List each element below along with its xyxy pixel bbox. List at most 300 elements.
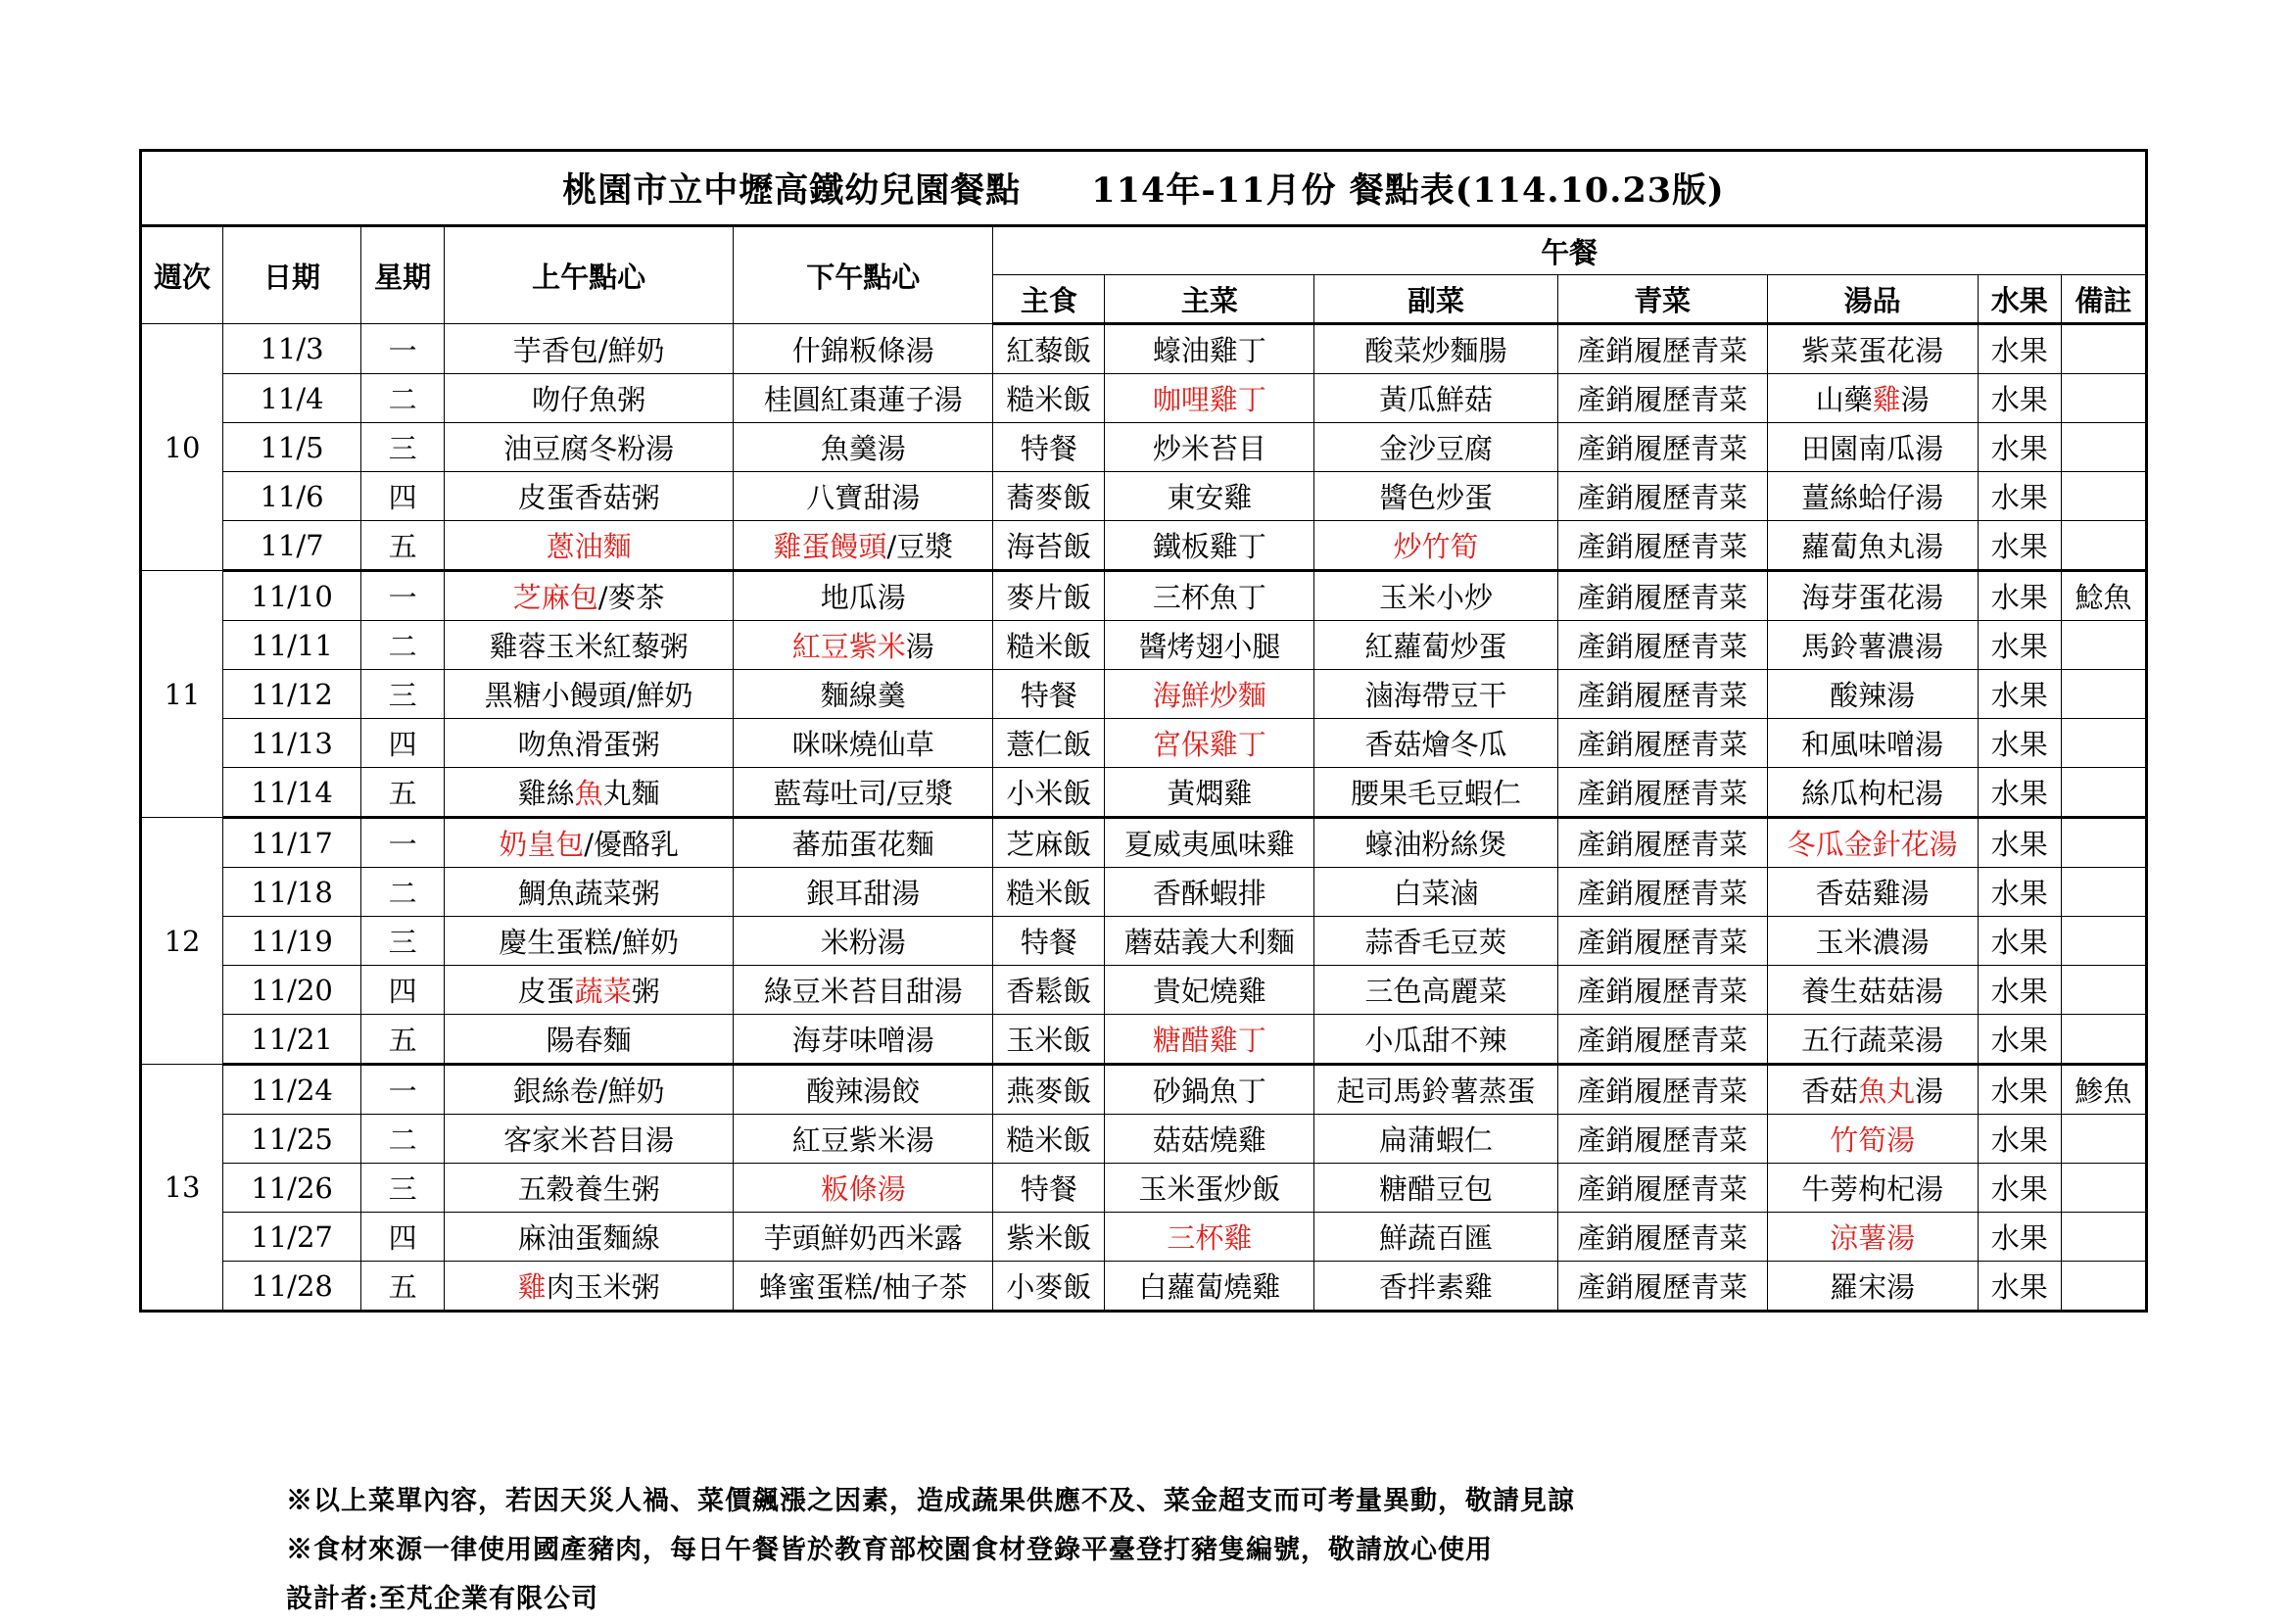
cell-text: 特餐 — [1020, 679, 1077, 712]
cell-text: 山藥 — [1815, 383, 1873, 416]
soup-cell — [1767, 670, 1978, 719]
cell-text: 小麥飯 — [1006, 1270, 1092, 1304]
pm-snack-cell — [734, 472, 993, 521]
vegetable-cell — [1557, 1164, 1767, 1213]
pm-snack-cell — [734, 324, 993, 374]
note-cell — [2061, 1115, 2146, 1164]
main-dish-cell — [1105, 1262, 1314, 1312]
pm-snack-cell — [734, 1262, 993, 1312]
fruit-cell — [1978, 719, 2061, 768]
weekday-cell: 一 — [361, 1065, 445, 1115]
cell-text: 吻仔魚粥 — [532, 383, 646, 416]
side-dish-cell — [1314, 966, 1557, 1015]
vegetable-cell — [1557, 521, 1767, 571]
fruit-cell — [1978, 1164, 2061, 1213]
weekday-cell: 五 — [361, 768, 445, 818]
fruit-cell — [1978, 571, 2061, 621]
cell-text: 產銷履歷青菜 — [1577, 777, 1748, 810]
soup-cell — [1767, 1164, 1978, 1213]
fruit-cell — [1978, 324, 2061, 374]
cell-text: 糙米飯 — [1006, 877, 1092, 910]
cell-text: 水果 — [1990, 530, 2048, 563]
date-cell: 11/17 — [223, 818, 361, 868]
cell-text: 雞絲 — [517, 777, 575, 810]
soup-cell — [1767, 1115, 1978, 1164]
side-dish-cell — [1314, 521, 1557, 571]
cell-text: 粥 — [631, 975, 660, 1008]
cell-text: 酸辣湯餃 — [806, 1075, 921, 1108]
weekday-cell: 二 — [361, 621, 445, 670]
note-cell — [2061, 719, 2146, 768]
cell-text: 夏威夷風味雞 — [1123, 828, 1295, 861]
soup-cell — [1767, 966, 1978, 1015]
cell-text: 香拌素雞 — [1378, 1270, 1493, 1304]
staple-cell — [993, 521, 1105, 571]
table-row — [141, 917, 2147, 966]
pm-snack-cell — [734, 521, 993, 571]
cell-text: 皮蛋 — [517, 975, 575, 1008]
week-number-cell: 12 — [141, 818, 223, 1065]
cell-text: 藍莓吐司/豆漿 — [773, 777, 954, 810]
am-snack-cell — [445, 1115, 734, 1164]
cell-text: 三色高麗菜 — [1364, 975, 1507, 1008]
table-row — [141, 1213, 2147, 1262]
note-cell — [2061, 521, 2146, 571]
cell-text: 水果 — [1990, 926, 2048, 959]
cell-text: 水果 — [1990, 679, 2048, 712]
date-cell: 11/21 — [223, 1015, 361, 1065]
cell-text: 蕎麥飯 — [1006, 481, 1092, 514]
fruit-cell — [1978, 868, 2061, 917]
side-dish-cell — [1314, 472, 1557, 521]
cell-text: 水果 — [1990, 975, 2048, 1008]
table-row — [141, 472, 2147, 521]
pm-snack-cell — [734, 423, 993, 472]
side-dish-cell — [1314, 1164, 1557, 1213]
pm-snack-cell — [734, 966, 993, 1015]
staple-cell — [993, 423, 1105, 472]
header-main-dish: 主菜 — [1105, 275, 1314, 324]
vegetable-cell — [1557, 768, 1767, 818]
vegetable-cell — [1557, 719, 1767, 768]
cell-text: 涼薯湯 — [1830, 1221, 1916, 1255]
side-dish-cell — [1314, 621, 1557, 670]
cell-text: 特餐 — [1020, 1172, 1077, 1206]
week-number-cell: 13 — [141, 1065, 223, 1312]
date-cell: 11/25 — [223, 1115, 361, 1164]
cell-text: 奶皇包 — [499, 828, 585, 861]
main-dish-cell — [1105, 917, 1314, 966]
weekday-cell: 五 — [361, 1262, 445, 1312]
date-cell: 11/20 — [223, 966, 361, 1015]
cell-text: 滷海帶豆干 — [1364, 679, 1507, 712]
cell-text: 竹筍湯 — [1830, 1123, 1916, 1157]
weekday-cell: 二 — [361, 868, 445, 917]
header-am-snack: 上午點心 — [445, 226, 734, 324]
cell-text: 產銷履歷青菜 — [1577, 530, 1748, 563]
main-dish-cell — [1105, 768, 1314, 818]
soup-cell — [1767, 917, 1978, 966]
cell-text: 糖醋豆包 — [1378, 1172, 1493, 1206]
cell-text: 金沙豆腐 — [1378, 432, 1493, 465]
staple-cell — [993, 917, 1105, 966]
main-dish-cell — [1105, 1015, 1314, 1065]
am-snack-cell — [445, 917, 734, 966]
cell-text: 產銷履歷青菜 — [1577, 1172, 1748, 1206]
cell-text: 香鬆飯 — [1006, 975, 1092, 1008]
cell-text: 糙米飯 — [1006, 1123, 1092, 1157]
cell-text: 小瓜甜不辣 — [1364, 1024, 1507, 1057]
table-row — [141, 966, 2147, 1015]
am-snack-cell — [445, 621, 734, 670]
footnotes — [286, 1477, 2290, 1624]
side-dish-cell — [1314, 917, 1557, 966]
weekday-cell: 一 — [361, 818, 445, 868]
main-dish-cell — [1105, 1213, 1314, 1262]
pm-snack-cell — [734, 917, 993, 966]
date-cell: 11/13 — [223, 719, 361, 768]
cell-text: 魚 — [574, 777, 603, 810]
vegetable-cell — [1557, 868, 1767, 917]
cell-text: 水果 — [1990, 1221, 2048, 1255]
cell-text: 水果 — [1990, 1075, 2048, 1108]
cell-text: 芝麻包 — [512, 581, 598, 614]
cell-text: 蘑菇義大利麵 — [1123, 926, 1295, 959]
table-row — [141, 1015, 2147, 1065]
cell-text: 水果 — [1990, 1123, 2048, 1157]
soup-cell — [1767, 621, 1978, 670]
cell-text: 特餐 — [1020, 926, 1077, 959]
vegetable-cell — [1557, 966, 1767, 1015]
am-snack-cell — [445, 1015, 734, 1065]
main-dish-cell — [1105, 670, 1314, 719]
soup-cell — [1767, 1065, 1978, 1115]
vegetable-cell — [1557, 917, 1767, 966]
side-dish-cell — [1314, 768, 1557, 818]
cell-text: 水果 — [1990, 481, 2048, 514]
cell-text: 紅蘿蔔炒蛋 — [1364, 630, 1507, 663]
pm-snack-cell — [734, 621, 993, 670]
main-dish-cell — [1105, 521, 1314, 571]
cell-text: 冬瓜金針花湯 — [1787, 828, 1958, 861]
header-week: 週次 — [141, 226, 223, 324]
main-dish-cell — [1105, 1115, 1314, 1164]
vegetable-cell — [1557, 324, 1767, 374]
cell-text: 黑糖小饅頭/鮮奶 — [484, 679, 693, 712]
cell-text: 起司馬鈴薯蒸蛋 — [1336, 1075, 1536, 1108]
cell-text: 宮保雞丁 — [1152, 728, 1266, 761]
cell-text: 陽春麵 — [546, 1024, 632, 1057]
am-snack-cell — [445, 571, 734, 621]
note-cell — [2061, 1213, 2146, 1262]
cell-text: 薑絲蛤仔湯 — [1801, 481, 1944, 514]
fruit-cell — [1978, 374, 2061, 423]
fruit-cell — [1978, 423, 2061, 472]
cell-text: 產銷履歷青菜 — [1577, 334, 1748, 367]
cell-text: 客家米苔目湯 — [503, 1123, 675, 1157]
pm-snack-cell — [734, 374, 993, 423]
pm-snack-cell — [734, 768, 993, 818]
table-row — [141, 868, 2147, 917]
cell-text: 水果 — [1990, 630, 2048, 663]
staple-cell — [993, 768, 1105, 818]
staple-cell — [993, 868, 1105, 917]
cell-text: 絲瓜枸杞湯 — [1801, 777, 1944, 810]
fruit-cell — [1978, 1115, 2061, 1164]
cell-text: 海苔飯 — [1006, 530, 1092, 563]
table-row — [141, 621, 2147, 670]
soup-cell — [1767, 818, 1978, 868]
date-cell: 11/18 — [223, 868, 361, 917]
cell-text: 丸麵 — [602, 777, 660, 810]
main-dish-cell — [1105, 719, 1314, 768]
main-dish-cell — [1105, 324, 1314, 374]
cell-text: 什錦粄條湯 — [791, 333, 934, 367]
cell-text: 水果 — [1990, 728, 2048, 761]
note-cell — [2061, 1164, 2146, 1213]
date-cell: 11/19 — [223, 917, 361, 966]
cell-text: 湯 — [1915, 1075, 1944, 1108]
staple-cell — [993, 670, 1105, 719]
table-row — [141, 1262, 2147, 1312]
cell-text: 東安雞 — [1167, 481, 1253, 514]
table-row — [141, 423, 2147, 472]
side-dish-cell — [1314, 1213, 1557, 1262]
menu-table — [139, 149, 2148, 1313]
date-cell: 11/7 — [223, 521, 361, 571]
date-cell: 11/24 — [223, 1065, 361, 1115]
cell-text: 炒竹筍 — [1393, 530, 1479, 563]
cell-text: 皮蛋香菇粥 — [517, 481, 660, 514]
weekday-cell: 四 — [361, 472, 445, 521]
table-row — [141, 324, 2147, 374]
weekday-cell: 三 — [361, 670, 445, 719]
cell-text: 芋頭鮮奶西米露 — [763, 1221, 963, 1255]
cell-text: 水果 — [1990, 334, 2048, 367]
cell-text: 水果 — [1990, 1270, 2048, 1304]
cell-text: 產銷履歷青菜 — [1577, 728, 1748, 761]
vegetable-cell — [1557, 374, 1767, 423]
cell-text: 酸辣湯 — [1830, 679, 1916, 712]
soup-cell — [1767, 719, 1978, 768]
vegetable-cell — [1557, 621, 1767, 670]
cell-text: 慶生蛋糕/鮮奶 — [499, 926, 680, 959]
cell-text: 水果 — [1990, 777, 2048, 810]
vegetable-cell — [1557, 1065, 1767, 1115]
pm-snack-cell — [734, 1213, 993, 1262]
vegetable-cell — [1557, 1262, 1767, 1312]
cell-text: 蜂蜜蛋糕/柚子茶 — [758, 1270, 968, 1304]
cell-text: 香菇雞湯 — [1815, 877, 1930, 910]
note-cell — [2061, 917, 2146, 966]
table-row — [141, 818, 2147, 868]
main-dish-cell — [1105, 1065, 1314, 1115]
fruit-cell — [1978, 768, 2061, 818]
soup-cell — [1767, 768, 1978, 818]
soup-cell — [1767, 1213, 1978, 1262]
pm-snack-cell — [734, 1164, 993, 1213]
cell-text: 醬色炒蛋 — [1378, 481, 1493, 514]
cell-text: 芋香包/鮮奶 — [512, 333, 665, 367]
cell-text: 銀絲卷/鮮奶 — [512, 1075, 665, 1108]
vegetable-cell — [1557, 670, 1767, 719]
cell-text: 三杯雞 — [1167, 1221, 1253, 1255]
cell-text: 銀耳甜湯 — [806, 877, 921, 910]
cell-text: 蠔油雞丁 — [1152, 334, 1266, 367]
main-dish-cell — [1105, 1164, 1314, 1213]
note-cell — [2061, 670, 2146, 719]
soup-cell — [1767, 1015, 1978, 1065]
header-soup: 湯品 — [1767, 275, 1978, 324]
vegetable-cell — [1557, 1213, 1767, 1262]
cell-text: /豆漿 — [886, 530, 954, 563]
cell-text: 牛蒡枸杞湯 — [1801, 1172, 1944, 1206]
fruit-cell — [1978, 1213, 2061, 1262]
cell-text: 雞蛋饅頭 — [773, 530, 887, 563]
weekday-cell: 三 — [361, 423, 445, 472]
pm-snack-cell — [734, 1015, 993, 1065]
cell-text: 綠豆米苔目甜湯 — [763, 975, 963, 1008]
cell-text: 產銷履歷青菜 — [1577, 975, 1748, 1008]
cell-text: 薏仁飯 — [1006, 728, 1092, 761]
am-snack-cell — [445, 1065, 734, 1115]
cell-text: 水果 — [1990, 383, 2048, 416]
fruit-cell — [1978, 670, 2061, 719]
table-row — [141, 521, 2147, 571]
staple-cell — [993, 472, 1105, 521]
cell-text: 紅藜飯 — [1006, 334, 1092, 367]
cell-text: 香酥蝦排 — [1152, 877, 1266, 910]
cell-text: 油豆腐冬粉湯 — [503, 432, 675, 465]
cell-text: 麻油蛋麵線 — [517, 1221, 660, 1255]
soup-cell — [1767, 423, 1978, 472]
am-snack-cell — [445, 966, 734, 1015]
weekday-cell: 三 — [361, 917, 445, 966]
cell-text: 紅豆紫米湯 — [791, 1123, 934, 1157]
note-cell — [2061, 966, 2146, 1015]
cell-text: 貴妃燒雞 — [1152, 975, 1266, 1008]
header-date: 日期 — [223, 226, 361, 324]
cell-text: 馬鈴薯濃湯 — [1801, 630, 1944, 663]
table-row — [141, 719, 2147, 768]
note-cell — [2061, 324, 2146, 374]
cell-text: 糖醋雞丁 — [1152, 1024, 1266, 1057]
staple-cell — [993, 966, 1105, 1015]
header-staple: 主食 — [993, 275, 1105, 324]
cell-text: 羅宋湯 — [1830, 1270, 1916, 1304]
cell-text: 三杯魚丁 — [1152, 581, 1266, 614]
menu-title: 桃園市立中壢高鐵幼兒園餐點 114年-11月份 餐點表(114.10.23版) — [141, 151, 2147, 226]
staple-cell — [993, 1065, 1105, 1115]
soup-cell — [1767, 472, 1978, 521]
main-dish-cell — [1105, 472, 1314, 521]
cell-text: 芝麻飯 — [1006, 828, 1092, 861]
cell-text: 鯵魚 — [2075, 1075, 2132, 1108]
footnote-line: ※食材來源一律使用國產豬肉，每日午餐皆於教育部校園食材登錄平臺登打豬隻編號，敬請放心使用 — [286, 1535, 1493, 1565]
soup-cell — [1767, 1262, 1978, 1312]
side-dish-cell — [1314, 1115, 1557, 1164]
cell-text: 鯰魚 — [2075, 581, 2132, 614]
cell-text: 咖哩雞丁 — [1152, 383, 1266, 416]
staple-cell — [993, 621, 1105, 670]
cell-text: 田園南瓜湯 — [1801, 432, 1944, 465]
date-cell: 11/4 — [223, 374, 361, 423]
cell-text: 腰果毛豆蝦仁 — [1350, 777, 1521, 810]
cell-text: 糙米飯 — [1006, 383, 1092, 416]
date-cell: 11/5 — [223, 423, 361, 472]
table-row — [141, 1065, 2147, 1115]
am-snack-cell — [445, 374, 734, 423]
cell-text: 產銷履歷青菜 — [1577, 1270, 1748, 1304]
side-dish-cell — [1314, 818, 1557, 868]
cell-text: 海芽蛋花湯 — [1801, 581, 1944, 614]
staple-cell — [993, 324, 1105, 374]
weekday-cell: 三 — [361, 1164, 445, 1213]
date-cell: 11/26 — [223, 1164, 361, 1213]
side-dish-cell — [1314, 868, 1557, 917]
cell-text: 水果 — [1990, 1024, 2048, 1057]
fruit-cell — [1978, 621, 2061, 670]
cell-text: 水果 — [1990, 432, 2048, 465]
cell-text: 酸菜炒麵腸 — [1364, 334, 1507, 367]
cell-text: 黃燜雞 — [1167, 777, 1253, 810]
pm-snack-cell — [734, 818, 993, 868]
note-cell — [2061, 818, 2146, 868]
date-cell: 11/6 — [223, 472, 361, 521]
cell-text: 蒜香毛豆莢 — [1364, 926, 1507, 959]
staple-cell — [993, 1164, 1105, 1213]
fruit-cell — [1978, 1065, 2061, 1115]
staple-cell — [993, 1262, 1105, 1312]
date-cell: 11/11 — [223, 621, 361, 670]
cell-text: 桂圓紅棗蓮子湯 — [763, 383, 963, 416]
note-cell — [2061, 868, 2146, 917]
vegetable-cell — [1557, 1015, 1767, 1065]
cell-text: 產銷履歷青菜 — [1577, 877, 1748, 910]
soup-cell — [1767, 571, 1978, 621]
week-number-cell: 10 — [141, 324, 223, 571]
vegetable-cell — [1557, 1115, 1767, 1164]
side-dish-cell — [1314, 1015, 1557, 1065]
am-snack-cell — [445, 768, 734, 818]
fruit-cell — [1978, 917, 2061, 966]
table-row — [141, 670, 2147, 719]
cell-text: 蠔油粉絲煲 — [1364, 828, 1507, 861]
cell-text: 產銷履歷青菜 — [1577, 481, 1748, 514]
am-snack-cell — [445, 1262, 734, 1312]
pm-snack-cell — [734, 719, 993, 768]
side-dish-cell — [1314, 324, 1557, 374]
cell-text: 產銷履歷青菜 — [1577, 432, 1748, 465]
fruit-cell — [1978, 521, 2061, 571]
table-row — [141, 571, 2147, 621]
cell-text: 水果 — [1990, 877, 2048, 910]
cell-text: 黃瓜鮮菇 — [1378, 383, 1493, 416]
note-cell — [2061, 374, 2146, 423]
menu-body — [141, 324, 2147, 1312]
fruit-cell — [1978, 1015, 2061, 1065]
cell-text: 砂鍋魚丁 — [1152, 1075, 1266, 1108]
am-snack-cell — [445, 1164, 734, 1213]
fruit-cell — [1978, 818, 2061, 868]
soup-cell — [1767, 868, 1978, 917]
cell-text: 蔥油麵 — [546, 530, 632, 563]
cell-text: 香菇燴冬瓜 — [1364, 728, 1507, 761]
cell-text: 雞蓉玉米紅藜粥 — [489, 630, 689, 663]
cell-text: 五行蔬菜湯 — [1801, 1024, 1944, 1057]
cell-text: 蕃茄蛋花麵 — [791, 828, 934, 861]
cell-text: 水果 — [1990, 581, 2048, 614]
